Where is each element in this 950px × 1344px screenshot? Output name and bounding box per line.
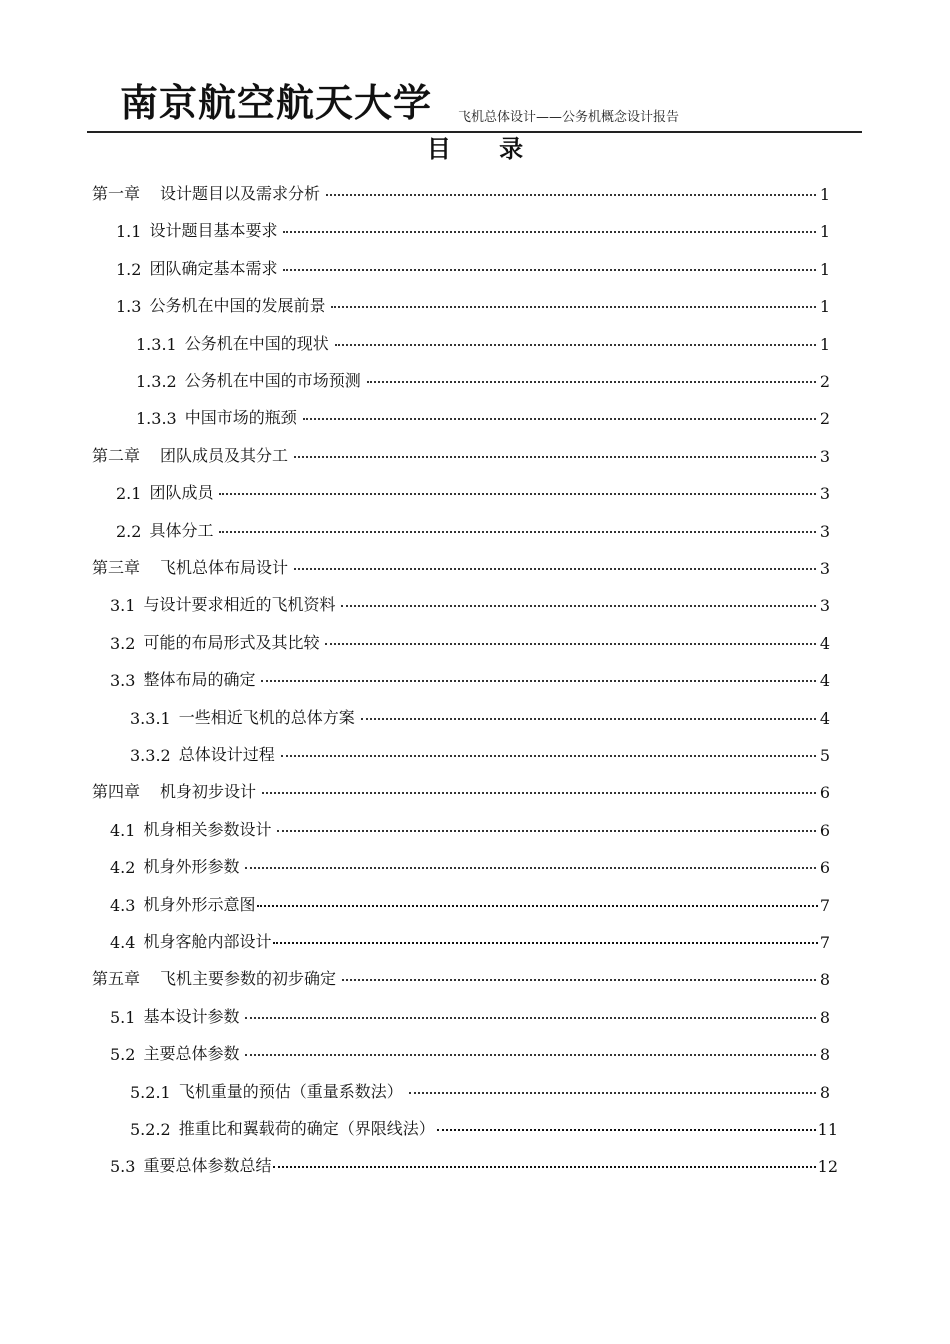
toc-entry[interactable]	[130, 704, 830, 728]
toc-dot-leader	[219, 493, 815, 495]
toc-dot-leader	[245, 1054, 815, 1056]
toc-entry-number: 5.3	[110, 1157, 136, 1176]
toc-entry-page-number: 4	[819, 671, 830, 690]
toc-entry-title: 与设计要求相近的飞机资料	[143, 595, 336, 614]
toc-dot-leader	[219, 531, 815, 533]
report-title: 飞机总体设计——公务机概念设计报告	[458, 110, 680, 125]
toc-entry-title: 飞机主要参数的初步确定	[160, 969, 337, 988]
toc-entry[interactable]	[130, 1078, 830, 1102]
toc-entry-page-number: 6	[819, 821, 830, 840]
toc-entry[interactable]	[92, 180, 830, 204]
toc-dot-leader	[325, 643, 815, 645]
toc-dot-leader	[262, 792, 816, 794]
toc-entry-number: 1.1	[116, 222, 142, 241]
toc-entry-page-number: 7	[819, 896, 830, 915]
toc-entry-title: 飞机重量的预估（重量系数法）	[178, 1082, 403, 1101]
toc-entry-title: 团队成员	[149, 483, 214, 502]
toc-dot-leader	[331, 306, 815, 308]
toc-dot-leader	[294, 568, 816, 570]
toc-dot-leader	[277, 830, 815, 832]
toc-entry-number: 3.3	[110, 671, 136, 690]
toc-entry-number: 5.2	[110, 1045, 136, 1064]
toc-entry-page-number: 6	[819, 858, 830, 877]
toc-entry-page-number: 3	[819, 522, 830, 541]
toc-entry-title: 整体布局的确定	[143, 670, 256, 689]
toc-entry-number: 4.1	[110, 821, 136, 840]
toc-entry-number: 1.3.3	[136, 409, 177, 428]
toc-dot-leader	[273, 942, 817, 944]
toc-entry-title: 飞机总体布局设计	[160, 558, 289, 577]
toc-entry-title: 团队成员及其分工	[160, 446, 289, 465]
toc-entry-page-number: 3	[819, 559, 830, 578]
toc-entry[interactable]	[92, 442, 830, 466]
toc-entry-title: 中国市场的瓶颈	[184, 408, 297, 427]
toc-entry[interactable]	[92, 965, 830, 989]
toc-entry[interactable]	[92, 778, 830, 802]
toc-entry-title: 可能的布局形式及其比较	[143, 633, 320, 652]
toc-entry-number: 第四章	[92, 782, 141, 801]
toc-entry-page-number: 5	[819, 746, 830, 765]
toc-entry-number: 4.2	[110, 858, 136, 877]
toc-entry-page-number: 1	[819, 260, 830, 279]
toc-dot-leader	[409, 1092, 816, 1094]
toc-entry[interactable]	[110, 816, 830, 840]
toc-entry-title: 主要总体参数	[143, 1044, 240, 1063]
toc-entry-page-number: 3	[819, 447, 830, 466]
toc-entry-title: 设计题目以及需求分析	[160, 184, 321, 203]
toc-dot-leader	[283, 269, 815, 271]
toc-entry-page-number: 11	[817, 1120, 838, 1139]
toc-entry-number: 1.3.2	[136, 372, 177, 391]
toc-entry[interactable]	[130, 741, 830, 765]
toc-entry[interactable]	[110, 1040, 830, 1064]
toc-entry-number: 3.2	[110, 634, 136, 653]
toc-entry-title: 一些相近飞机的总体方案	[178, 708, 355, 727]
toc-entry-title: 基本设计参数	[143, 1007, 240, 1026]
toc-entry-title: 机身初步设计	[160, 782, 257, 801]
toc-entry-title: 公务机在中国的发展前景	[149, 296, 326, 315]
toc-entry-number: 1.2	[116, 260, 142, 279]
toc-dot-leader	[245, 867, 815, 869]
toc-entry-number: 3.3.1	[130, 709, 171, 728]
toc-entry-number: 3.1	[110, 596, 136, 615]
toc-entry-number: 第二章	[92, 446, 141, 465]
toc-entry-title: 重要总体参数总结	[143, 1156, 272, 1175]
toc-entry[interactable]	[110, 853, 830, 877]
toc-entry-title: 具体分工	[149, 521, 214, 540]
toc-entry-number: 5.1	[110, 1008, 136, 1027]
toc-entry[interactable]	[136, 404, 830, 428]
toc-dot-leader	[335, 344, 816, 346]
university-logo: 南京航空航天大学	[120, 80, 433, 125]
toc-entry-page-number: 7	[819, 933, 830, 952]
toc-entry[interactable]	[110, 666, 830, 690]
toc-dot-leader	[261, 680, 815, 682]
toc-entry-number: 2.1	[116, 484, 142, 503]
toc-entry-title: 公务机在中国的市场预测	[184, 371, 361, 390]
toc-entry-title: 推重比和翼载荷的确定（界限线法）	[178, 1119, 435, 1138]
toc-heading: 目 录	[426, 135, 544, 163]
toc-dot-leader	[281, 755, 816, 757]
toc-dot-leader	[361, 718, 816, 720]
toc-entry[interactable]	[116, 255, 830, 279]
toc-entry-page-number: 1	[819, 185, 830, 204]
toc-entry-page-number: 6	[819, 783, 830, 802]
toc-entry-title: 总体设计过程	[178, 745, 275, 764]
toc-entry-title: 设计题目基本要求	[149, 221, 278, 240]
toc-entry-page-number: 2	[819, 409, 830, 428]
toc-entry[interactable]	[110, 591, 830, 615]
toc-entry-number: 第一章	[92, 184, 141, 203]
toc-entry[interactable]	[110, 891, 830, 915]
toc-entry-page-number: 8	[819, 1008, 830, 1027]
toc-entry[interactable]	[136, 367, 830, 391]
toc-entry-number: 第五章	[92, 969, 141, 988]
toc-entry-number: 4.4	[110, 933, 136, 952]
toc-entry-page-number: 8	[819, 1045, 830, 1064]
toc-entry-title: 公务机在中国的现状	[184, 334, 329, 353]
toc-dot-leader	[294, 456, 816, 458]
toc-dot-leader	[257, 905, 817, 907]
toc-entry-page-number: 1	[819, 297, 830, 316]
toc-entry-number: 4.3	[110, 896, 136, 915]
toc-entry-title: 机身客舱内部设计	[143, 932, 272, 951]
toc-entry-number: 3.3.2	[130, 746, 171, 765]
toc-entry-page-number: 2	[819, 372, 830, 391]
toc-entry[interactable]	[116, 479, 830, 503]
toc-entry-page-number: 8	[819, 1083, 830, 1102]
toc-entry-page-number: 3	[819, 484, 830, 503]
toc-dot-leader	[367, 381, 816, 383]
toc-entry[interactable]	[116, 292, 830, 316]
toc-entry[interactable]	[136, 330, 830, 354]
toc-entry-number: 5.2.1	[130, 1083, 171, 1102]
toc-dot-leader	[326, 194, 816, 196]
toc-entry[interactable]	[110, 629, 830, 653]
toc-entry-title: 团队确定基本需求	[149, 259, 278, 278]
toc-entry-page-number: 4	[819, 634, 830, 653]
toc-entry[interactable]	[116, 217, 830, 241]
toc-entry-page-number: 1	[819, 222, 830, 241]
toc-entry[interactable]	[92, 554, 830, 578]
toc-entry-page-number: 3	[819, 596, 830, 615]
toc-entry[interactable]	[110, 1003, 830, 1027]
toc-entry-title: 机身相关参数设计	[143, 820, 272, 839]
toc-entry-number: 5.2.2	[130, 1120, 171, 1139]
toc-dot-leader	[341, 605, 815, 607]
toc-entry-page-number: 1	[819, 335, 830, 354]
toc-entry-page-number: 4	[819, 709, 830, 728]
toc-entry[interactable]	[116, 517, 830, 541]
toc-dot-leader	[303, 418, 816, 420]
toc-entry-title: 机身外形参数	[143, 857, 240, 876]
toc-entry-number: 1.3.1	[136, 335, 177, 354]
toc-entry-page-number: 8	[819, 970, 830, 989]
toc-dot-leader	[283, 231, 815, 233]
toc-dot-leader	[437, 1129, 816, 1131]
toc-entry[interactable]	[110, 928, 830, 952]
toc-dot-leader	[273, 1166, 815, 1168]
toc-entry-number: 第三章	[92, 558, 141, 577]
toc-entry[interactable]	[110, 1152, 838, 1176]
toc-entry-title: 机身外形示意图	[143, 895, 256, 914]
toc-entry-number: 2.2	[116, 522, 142, 541]
toc-entry-number: 1.3	[116, 297, 142, 316]
toc-dot-leader	[245, 1017, 815, 1019]
toc-entry[interactable]	[130, 1115, 838, 1139]
toc-dot-leader	[342, 979, 816, 981]
toc-entry-page-number: 12	[817, 1157, 838, 1176]
